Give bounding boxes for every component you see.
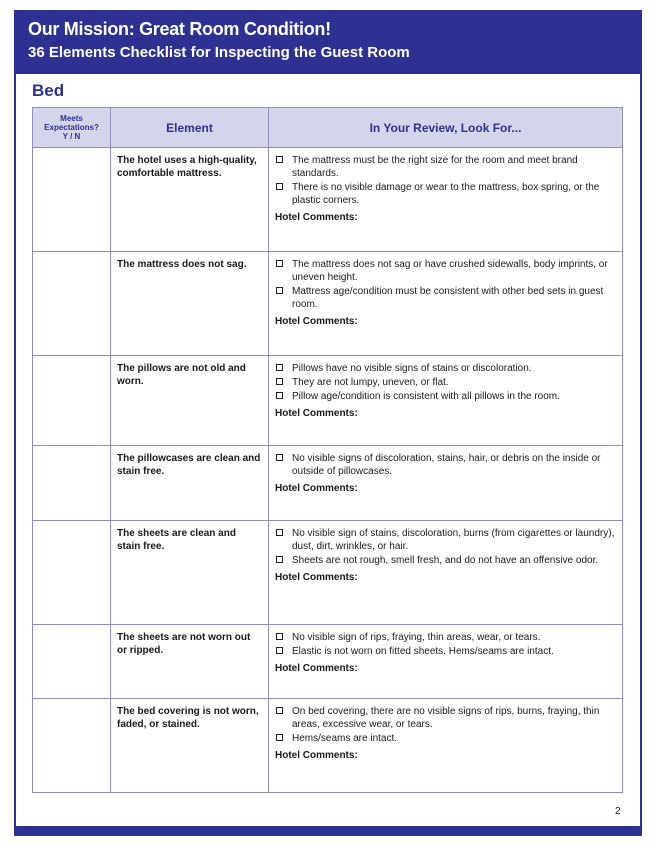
table-header-row bbox=[33, 108, 623, 148]
element-cell: The bed covering is not worn, faded, or stained. bbox=[111, 699, 269, 793]
checklist-item-text: Elastic is not worn on fitted sheets. Hems/seams are intact. bbox=[292, 646, 554, 657]
checkbox-icon[interactable] bbox=[276, 260, 283, 267]
checklist-item bbox=[275, 285, 616, 311]
meets-header-line: Y / N bbox=[62, 132, 81, 141]
checkbox-icon[interactable] bbox=[276, 378, 283, 385]
checkbox-icon[interactable] bbox=[276, 529, 283, 536]
checklist-item bbox=[275, 732, 616, 745]
checkbox-icon[interactable] bbox=[276, 707, 283, 714]
meets-expectations-cell[interactable] bbox=[33, 148, 111, 252]
checkbox-icon[interactable] bbox=[276, 556, 283, 563]
checklist-item-text: No visible sign of rips, fraying, thin areas, wear, or tears. bbox=[292, 632, 541, 643]
hotel-comments-label: Hotel Comments: bbox=[275, 483, 358, 494]
meets-expectations-cell[interactable] bbox=[33, 521, 111, 625]
page-title: Our Mission: Great Room Condition! bbox=[28, 19, 331, 39]
checklist-item bbox=[275, 554, 616, 567]
meets-expectations-cell[interactable] bbox=[33, 625, 111, 699]
checklist-item bbox=[275, 452, 616, 478]
meets-expectations-cell[interactable] bbox=[33, 699, 111, 793]
checklist-item-text: No visible signs of discoloration, stains, hair, or debris on the inside or outside of pillowcases. bbox=[292, 453, 601, 477]
table-row bbox=[33, 148, 623, 252]
checklist-item-text: No visible sign of stains, discoloration, burns (from cigarettes or laundry), dust, dirt, wrinkles, or hair. bbox=[292, 528, 615, 552]
table-row bbox=[33, 252, 623, 356]
checklist-item-text: Mattress age/condition must be consistent with other bed sets in guest room. bbox=[292, 286, 604, 310]
review-cell bbox=[269, 252, 623, 356]
element-header: Element bbox=[111, 108, 269, 148]
checklist-item bbox=[275, 705, 616, 731]
table-row bbox=[33, 625, 623, 699]
checklist-item bbox=[275, 645, 616, 658]
checklist-item-text: Sheets are not rough, smell fresh, and do not have an offensive odor. bbox=[292, 555, 599, 566]
page-header bbox=[14, 10, 642, 74]
review-cell bbox=[269, 356, 623, 446]
meets-header-line: Expectations? bbox=[44, 123, 99, 132]
section-title: Bed bbox=[32, 81, 65, 100]
checklist-item-text: Hems/seams are intact. bbox=[292, 733, 398, 744]
checklist-item-text: They are not lumpy, uneven, or flat. bbox=[292, 377, 449, 388]
checklist-item bbox=[275, 631, 616, 644]
checkbox-icon[interactable] bbox=[276, 454, 283, 461]
element-cell: The sheets are clean and stain free. bbox=[111, 521, 269, 625]
review-header: In Your Review, Look For... bbox=[269, 108, 623, 148]
meets-expectations-cell[interactable] bbox=[33, 446, 111, 521]
checklist-item bbox=[275, 258, 616, 284]
review-cell bbox=[269, 625, 623, 699]
review-cell bbox=[269, 521, 623, 625]
page-subtitle: 36 Elements Checklist for Inspecting the Guest Room bbox=[28, 44, 410, 61]
table-row bbox=[33, 699, 623, 793]
checklist-item bbox=[275, 362, 616, 375]
hotel-comments-label: Hotel Comments: bbox=[275, 316, 358, 327]
hotel-comments-label: Hotel Comments: bbox=[275, 750, 358, 761]
element-cell: The sheets are not worn out or ripped. bbox=[111, 625, 269, 699]
checklist-item-text: The mattress must be the right size for the room and meet brand standards. bbox=[292, 155, 578, 179]
hotel-comments-label: Hotel Comments: bbox=[275, 572, 358, 583]
checklist-item bbox=[275, 154, 616, 180]
hotel-comments-label: Hotel Comments: bbox=[275, 663, 358, 674]
page-number: 2 bbox=[615, 806, 621, 817]
hotel-comments-label: Hotel Comments: bbox=[275, 408, 358, 419]
hotel-comments-label: Hotel Comments: bbox=[275, 212, 358, 223]
checkbox-icon[interactable] bbox=[276, 633, 283, 640]
checklist-item-text: There is no visible damage or wear to the mattress, box spring, or the plastic corners. bbox=[292, 182, 600, 206]
checkbox-icon[interactable] bbox=[276, 364, 283, 371]
checkbox-icon[interactable] bbox=[276, 392, 283, 399]
checklist-item bbox=[275, 390, 616, 403]
checkbox-icon[interactable] bbox=[276, 183, 283, 190]
checklist-table bbox=[32, 107, 623, 793]
checkbox-icon[interactable] bbox=[276, 287, 283, 294]
meets-expectations-header bbox=[33, 108, 111, 148]
element-cell: The hotel uses a high-quality, comfortable mattress. bbox=[111, 148, 269, 252]
checklist-item-text: On bed covering, there are no visible signs of rips, burns, fraying, thin areas, excessive wear, or tears. bbox=[292, 706, 600, 730]
checklist-item bbox=[275, 181, 616, 207]
meets-expectations-cell[interactable] bbox=[33, 356, 111, 446]
checklist-item bbox=[275, 527, 616, 553]
footer-bar bbox=[14, 826, 642, 836]
table-row bbox=[33, 521, 623, 625]
table-row bbox=[33, 356, 623, 446]
review-cell bbox=[269, 148, 623, 252]
checkbox-icon[interactable] bbox=[276, 734, 283, 741]
review-cell bbox=[269, 446, 623, 521]
meets-header-line: Meets bbox=[60, 114, 83, 123]
meets-expectations-cell[interactable] bbox=[33, 252, 111, 356]
table-row bbox=[33, 446, 623, 521]
element-cell: The pillows are not old and worn. bbox=[111, 356, 269, 446]
element-cell: The pillowcases are clean and stain free. bbox=[111, 446, 269, 521]
checklist-item bbox=[275, 376, 616, 389]
element-cell: The mattress does not sag. bbox=[111, 252, 269, 356]
checklist-item-text: Pillow age/condition is consistent with all pillows in the room. bbox=[292, 391, 560, 402]
checklist-item-text: Pillows have no visible signs of stains or discoloration. bbox=[292, 363, 532, 374]
checkbox-icon[interactable] bbox=[276, 647, 283, 654]
checkbox-icon[interactable] bbox=[276, 156, 283, 163]
review-cell bbox=[269, 699, 623, 793]
checklist-item-text: The mattress does not sag or have crushed sidewalls, body imprints, or uneven height. bbox=[292, 259, 608, 283]
